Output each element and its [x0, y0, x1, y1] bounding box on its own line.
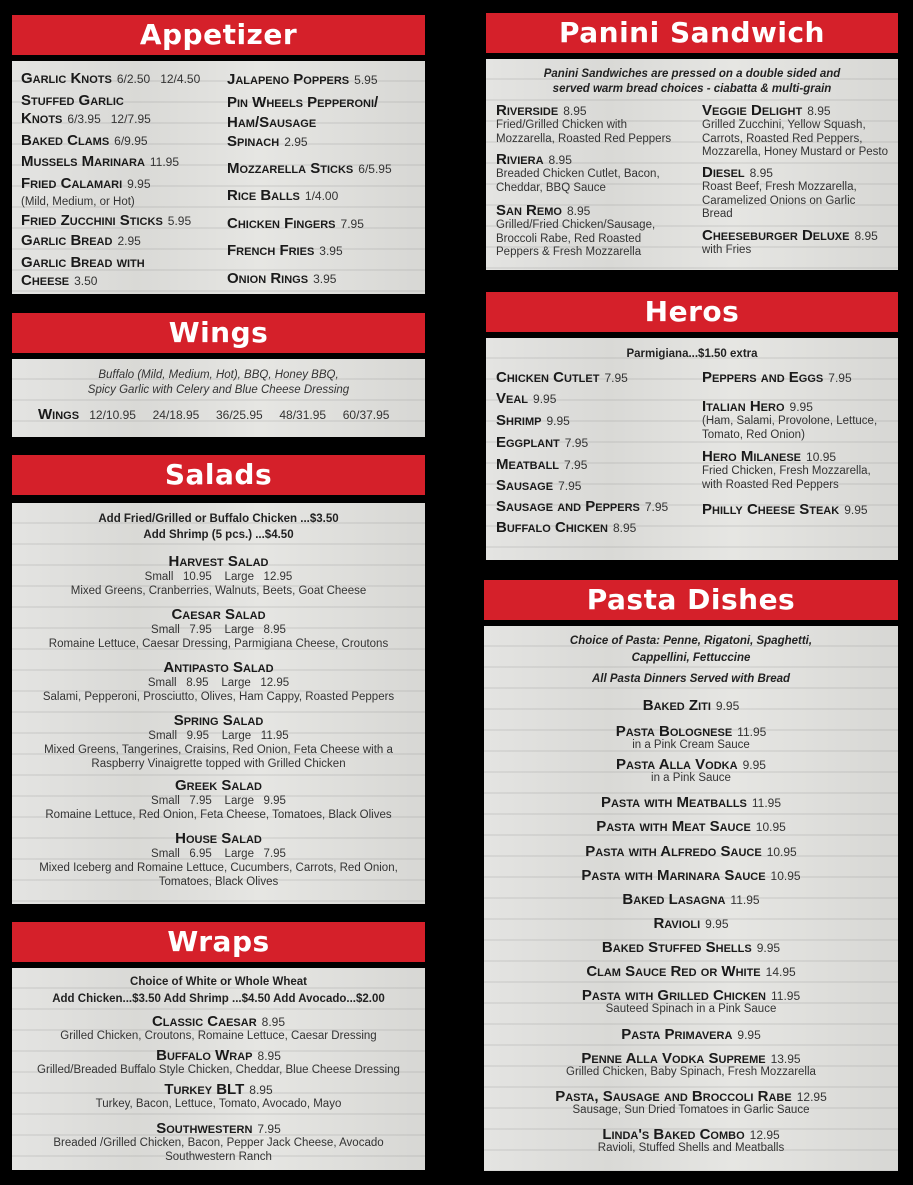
- item-price: 9.95: [789, 400, 813, 414]
- item-name: Onion Rings: [227, 270, 309, 287]
- wrap-desc: Grilled Chicken, Croutons, Romaine Lettuce, Caesar Dressing: [60, 1030, 377, 1042]
- salad-name: Greek Salad: [175, 777, 262, 794]
- item-name: Eggplant: [496, 434, 560, 451]
- item-desc: Cheddar, BBQ Sauce: [496, 181, 606, 194]
- menu-item: [496, 390, 556, 408]
- panini-header: Panini Sandwich: [486, 13, 898, 53]
- wrap-item: [12, 1081, 425, 1099]
- item-name: Peppers and Eggs: [702, 369, 824, 386]
- item-desc: Caramelized Onions on Garlic: [702, 194, 856, 207]
- item-name: Mussels Marinara: [21, 153, 145, 170]
- pasta-item: [484, 963, 898, 981]
- item-desc: Fried/Grilled Chicken with: [496, 119, 628, 131]
- pasta-note-1: Choice of Pasta: Penne, Rigatoni, Spaghetti,: [569, 635, 813, 647]
- menu-item: [227, 160, 392, 178]
- item-price: 2.95: [284, 135, 308, 149]
- pasta-name: Pasta Primavera: [621, 1026, 733, 1043]
- menu-item: [21, 110, 151, 128]
- item-name: Pin Wheels Pepperoni/: [227, 94, 379, 111]
- menu-item: [227, 242, 343, 260]
- item-name: Cheese: [21, 272, 70, 289]
- item-name: Mozzarella Sticks: [227, 160, 354, 177]
- item-price: 3.50: [74, 274, 98, 288]
- pasta-price: 9.95: [705, 917, 729, 931]
- menu-item: [227, 114, 316, 132]
- item-name: French Fries: [227, 242, 315, 259]
- menu-item: [496, 519, 636, 537]
- salads-note-1: Add Fried/Grilled or Buffalo Chicken ...$3.50: [98, 513, 339, 525]
- item-desc: Fried Chicken, Fresh Mozzarella,: [702, 465, 871, 477]
- pasta-name: Pasta with Grilled Chicken: [581, 987, 766, 1004]
- salad-price: Small 9.95 Large 11.95: [148, 730, 289, 742]
- menu-item: [227, 94, 378, 112]
- pasta-name: Ravioli: [653, 915, 701, 932]
- item-desc: Roast Beef, Fresh Mozzarella,: [702, 181, 857, 193]
- pasta-name: Pasta Alla Vodka: [616, 756, 738, 773]
- salad-price: Small 7.95 Large 9.95: [151, 795, 286, 807]
- item-price: 8.95: [749, 166, 773, 180]
- menu-item: [21, 132, 148, 150]
- wings-note-1: Buffalo (Mild, Medium, Hot), BBQ, Honey BBQ,: [98, 369, 339, 381]
- menu-item: [702, 164, 773, 182]
- pasta-price: 9.95: [742, 758, 766, 772]
- wings-prices: 12/10.95 24/18.95 36/25.95 48/31.95 60/37.95: [89, 408, 390, 422]
- salad-desc: Raspberry Vinaigrette topped with Grilled Chicken: [91, 758, 346, 770]
- salad-name: Caesar Salad: [171, 606, 266, 623]
- pasta-note-3: All Pasta Dinners Served with Bread: [591, 673, 791, 685]
- wraps-note-2: Add Chicken...$3.50 Add Shrimp ...$4.50 Add Avocado...$2.00: [52, 993, 385, 1005]
- appetizer-header: Appetizer: [12, 15, 425, 55]
- panini-panel: [486, 59, 898, 270]
- salad-name: House Salad: [175, 830, 262, 847]
- item-desc: Tomato, Red Onion): [702, 428, 805, 441]
- item-desc: with Roasted Red Peppers: [702, 478, 839, 491]
- item-price: 8.95: [807, 104, 831, 118]
- pasta-name: Pasta, Sausage and Broccoli Rabe: [555, 1088, 792, 1105]
- pasta-desc: Grilled Chicken, Baby Spinach, Fresh Mozzarella: [566, 1066, 816, 1078]
- item-price: 7.95: [340, 217, 364, 231]
- item-name: Meatball: [496, 456, 560, 473]
- wrap-item: [12, 1013, 425, 1031]
- pasta-item: [484, 794, 898, 812]
- item-name: Riverside: [496, 102, 559, 119]
- pasta-name: Baked Ziti: [642, 697, 711, 714]
- wraps-panel: [12, 968, 425, 1170]
- item-price: 5.95: [167, 214, 192, 228]
- item-name: Garlic Bread with: [21, 254, 145, 271]
- item-desc: Grilled/Fried Chicken/Sausage,: [496, 219, 656, 231]
- menu-item: [702, 501, 868, 519]
- panini-note-1: Panini Sandwiches are pressed on a double sided and: [543, 68, 841, 80]
- pasta-price: 14.95: [765, 965, 796, 979]
- salad-name: Harvest Salad: [168, 553, 269, 570]
- menu-item: [496, 477, 581, 495]
- menu-item: [21, 153, 179, 171]
- pasta-price: 9.95: [756, 941, 781, 955]
- menu-item: [227, 71, 378, 89]
- pasta-name: Pasta with Meatballs: [600, 794, 747, 811]
- pasta-name: Penne Alla Vodka Supreme: [581, 1050, 766, 1067]
- menu-item: [227, 187, 338, 205]
- item-desc: with Fries: [702, 244, 752, 256]
- item-name: Jalapeno Poppers: [227, 71, 350, 88]
- menu-item: [496, 102, 587, 120]
- menu-item: [227, 270, 336, 288]
- pasta-desc: Sausage, Sun Dried Tomatoes in Garlic Sauce: [572, 1104, 810, 1116]
- menu-item: [702, 369, 852, 387]
- pasta-price: 11.95: [737, 725, 767, 739]
- wrap-price: 8.95: [257, 1049, 281, 1063]
- pasta-price: 9.95: [715, 699, 740, 713]
- wrap-name: Southwestern: [156, 1120, 253, 1137]
- item-desc: Breaded Chicken Cutlet, Bacon,: [496, 168, 660, 180]
- item-name: Veal: [496, 390, 529, 407]
- salad-price: Small 7.95 Large 8.95: [151, 624, 286, 636]
- menu-item: [21, 212, 191, 230]
- item-price: 9.95: [127, 177, 151, 191]
- item-price: 9.95: [546, 414, 570, 428]
- menu-item: [227, 133, 308, 151]
- appetizer-panel: [12, 61, 425, 294]
- pasta-price: 11.95: [770, 989, 801, 1003]
- wings-note-2: Spicy Garlic with Celery and Blue Cheese Dressing: [87, 384, 350, 396]
- wings-header: Wings: [12, 313, 425, 353]
- item-name: Hero Milanese: [702, 448, 802, 465]
- wings-panel: [12, 359, 425, 437]
- menu-item: [496, 412, 570, 430]
- menu-item: [496, 151, 572, 169]
- pasta-name: Pasta with Meat Sauce: [596, 818, 751, 835]
- item-price: 8.95: [854, 229, 878, 243]
- pasta-price: 9.95: [737, 1028, 761, 1042]
- pasta-price: 12.95: [749, 1128, 780, 1142]
- salad-desc: Tomatoes, Black Olives: [158, 876, 279, 888]
- salad-desc: Mixed Greens, Cranberries, Walnuts, Beets, Goat Cheese: [70, 585, 367, 597]
- wrap-desc: Grilled/Breaded Buffalo Style Chicken, Cheddar, Blue Cheese Dressing: [37, 1064, 400, 1076]
- salad-desc: Salami, Pepperoni, Prosciutto, Olives, Ham Cappy, Roasted Peppers: [42, 691, 395, 703]
- pasta-item: [484, 891, 898, 909]
- menu-item: [702, 448, 836, 466]
- item-price: 3.95: [313, 272, 337, 286]
- item-name: Veggie Delight: [702, 102, 803, 119]
- pasta-price: 10.95: [755, 820, 786, 834]
- menu-item: [21, 232, 141, 250]
- menu-item: [496, 369, 628, 387]
- menu-item: [496, 202, 590, 220]
- item-name: Ham/Sausage: [227, 114, 317, 131]
- item-price: 7.95: [828, 371, 852, 385]
- pasta-desc: Ravioli, Stuffed Shells and Meatballs: [597, 1142, 785, 1154]
- item-price: 8.95: [563, 104, 587, 118]
- wrap-desc: Southwestern Ranch: [165, 1151, 272, 1163]
- item-desc: Mozzarella, Honey Mustard or Pesto: [702, 146, 888, 158]
- item-desc: (Ham, Salami, Provolone, Lettuce,: [702, 415, 878, 427]
- salad-desc: Romaine Lettuce, Red Onion, Feta Cheese, Tomatoes, Black Olives: [45, 809, 392, 821]
- pasta-item: [484, 915, 898, 933]
- item-desc: Mozzarella, Roasted Red Peppers: [496, 132, 672, 145]
- item-name: Sausage: [496, 477, 554, 494]
- wrap-desc: Turkey, Bacon, Lettuce, Tomato, Avocado, Mayo: [95, 1098, 342, 1110]
- item-price: 9.95: [844, 503, 868, 517]
- item-price: 7.95: [564, 458, 588, 472]
- item-desc: Bread: [702, 208, 733, 220]
- pasta-desc: in a Pink Sauce: [651, 772, 731, 784]
- salad-price: Small 10.95 Large 12.95: [144, 571, 293, 583]
- menu-item: [496, 456, 587, 474]
- wraps-note-1: Choice of White or Whole Wheat: [130, 976, 307, 988]
- wings-item: [38, 406, 389, 424]
- item-name: Buffalo Chicken: [496, 519, 608, 536]
- item-name: Rice Balls: [227, 187, 300, 204]
- item-price: 6/9.95: [114, 134, 148, 148]
- item-price: 6/5.95: [358, 162, 392, 176]
- item-price: 6/3.95 12/7.95: [67, 112, 151, 126]
- pasta-name: Clam Sauce Red or White: [586, 963, 761, 980]
- pasta-name: Pasta with Alfredo Sauce: [585, 843, 762, 860]
- heros-note: Parmigiana...$1.50 extra: [626, 348, 758, 360]
- pasta-desc: in a Pink Cream Sauce: [632, 739, 750, 751]
- item-name: Stuffed Garlic: [21, 92, 124, 109]
- item-price: 9.95: [533, 392, 557, 406]
- pasta-item: [484, 867, 898, 885]
- pasta-item: [484, 818, 898, 836]
- wrap-price: 8.95: [261, 1015, 286, 1029]
- salad-desc: Mixed Greens, Tangerines, Craisins, Red Onion, Feta Cheese with a: [44, 744, 393, 756]
- item-name: Spinach: [227, 133, 280, 150]
- salads-header: Salads: [12, 455, 425, 495]
- salad-desc: Mixed Iceberg and Romaine Lettuce, Cucumbers, Carrots, Red Onion,: [39, 862, 398, 874]
- item-price: 7.95: [564, 436, 589, 450]
- menu-item: [227, 215, 364, 233]
- salad-name: Antipasto Salad: [163, 659, 274, 676]
- item-price: 3.95: [319, 244, 343, 258]
- item-price: 5.95: [354, 73, 378, 87]
- item-price: 8.95: [613, 521, 637, 535]
- pasta-header: Pasta Dishes: [484, 580, 898, 620]
- salads-panel: [12, 503, 425, 904]
- item-name: Riviera: [496, 151, 544, 168]
- item-name: Knots: [21, 110, 63, 127]
- item-price: 11.95: [149, 155, 180, 169]
- wrap-price: 8.95: [249, 1083, 273, 1097]
- pasta-item: [484, 939, 898, 957]
- panini-note-2: served warm bread choices - ciabatta & multi-grain: [552, 83, 832, 95]
- salads-note-2: Add Shrimp (5 pcs.) ...$4.50: [143, 529, 294, 541]
- item-desc: Broccoli Rabe, Red Roasted: [496, 232, 642, 245]
- pasta-name: Pasta with Marinara Sauce: [581, 867, 766, 884]
- item-name: Fried Zucchini Sticks: [21, 212, 163, 229]
- menu-item: [702, 102, 831, 120]
- item-price: 8.95: [548, 153, 572, 167]
- item-price: 7.95: [644, 500, 669, 514]
- item-price: (Mild, Medium, or Hot): [21, 196, 135, 208]
- heros-panel: [486, 338, 898, 560]
- wrap-name: Classic Caesar: [151, 1013, 257, 1030]
- item-price: 10.95: [806, 450, 837, 464]
- item-price: 1/4.00: [304, 189, 339, 203]
- pasta-price: 13.95: [770, 1052, 801, 1066]
- wings-name: Wings: [38, 406, 80, 423]
- pasta-name: Pasta Bolognese: [615, 723, 733, 740]
- pasta-name: Baked Lasagna: [622, 891, 726, 908]
- item-desc: Grilled Zucchini, Yellow Squash,: [702, 119, 866, 131]
- menu-item: [21, 254, 145, 272]
- item-price: 2.95: [117, 234, 141, 248]
- pasta-desc: Sauteed Spinach in a Pink Sauce: [605, 1003, 777, 1015]
- pasta-note-2: Cappellini, Fettuccine: [631, 652, 751, 664]
- pasta-name: Linda's Baked Combo: [602, 1126, 745, 1143]
- pasta-item: [484, 1026, 898, 1044]
- item-price: 6/2.50 12/4.50: [116, 72, 201, 86]
- heros-header: Heros: [486, 292, 898, 332]
- pasta-price: 12.95: [796, 1090, 827, 1104]
- item-name: Philly Cheese Steak: [702, 501, 840, 518]
- item-name: Chicken Cutlet: [496, 369, 600, 386]
- wrap-name: Buffalo Wrap: [156, 1047, 253, 1064]
- menu-item: [702, 398, 813, 416]
- pasta-price: 10.95: [770, 869, 801, 883]
- menu-item: [21, 175, 151, 193]
- pasta-item: [484, 843, 898, 861]
- menu-item: [21, 192, 135, 211]
- pasta-name: Baked Stuffed Shells: [601, 939, 752, 956]
- item-name: Garlic Knots: [21, 70, 112, 87]
- wrap-desc: Breaded /Grilled Chicken, Bacon, Pepper Jack Cheese, Avocado: [53, 1137, 384, 1149]
- wrap-price: 7.95: [257, 1122, 281, 1136]
- menu-item: [496, 434, 588, 452]
- wrap-item: [12, 1120, 425, 1138]
- wrap-item: [12, 1047, 425, 1065]
- pasta-price: 10.95: [766, 845, 797, 859]
- pasta-item: [484, 697, 898, 715]
- item-name: Sausage and Peppers: [496, 498, 640, 515]
- wrap-name: Turkey BLT: [164, 1081, 245, 1098]
- salad-desc: Romaine Lettuce, Caesar Dressing, Parmigiana Cheese, Croutons: [48, 638, 389, 650]
- item-price: 8.95: [566, 204, 591, 218]
- pasta-price: 11.95: [751, 796, 782, 810]
- menu-item: [21, 92, 124, 110]
- item-price: 7.95: [604, 371, 628, 385]
- salad-price: Small 6.95 Large 7.95: [151, 848, 286, 860]
- item-name: Italian Hero: [702, 398, 785, 415]
- item-name: Chicken Fingers: [227, 215, 336, 232]
- item-name: Fried Calamari: [21, 175, 123, 192]
- item-desc: Peppers & Fresh Mozzarella: [496, 246, 642, 258]
- pasta-panel: [484, 626, 898, 1171]
- menu-item: [21, 70, 200, 88]
- menu-item: [496, 498, 668, 516]
- item-price: 7.95: [558, 479, 582, 493]
- item-name: San Remo: [496, 202, 562, 219]
- pasta-price: 11.95: [730, 893, 760, 907]
- menu-item: [21, 272, 97, 290]
- menu-item: [702, 227, 878, 245]
- salad-price: Small 8.95 Large 12.95: [147, 677, 290, 689]
- salad-name: Spring Salad: [173, 712, 264, 729]
- item-name: Garlic Bread: [21, 232, 113, 249]
- item-name: Cheeseburger Deluxe: [702, 227, 850, 244]
- wraps-header: Wraps: [12, 922, 425, 962]
- item-name: Shrimp: [496, 412, 542, 429]
- item-name: Diesel: [702, 164, 745, 181]
- item-desc: Carrots, Roasted Red Peppers,: [702, 132, 863, 145]
- item-name: Baked Clams: [21, 132, 110, 149]
